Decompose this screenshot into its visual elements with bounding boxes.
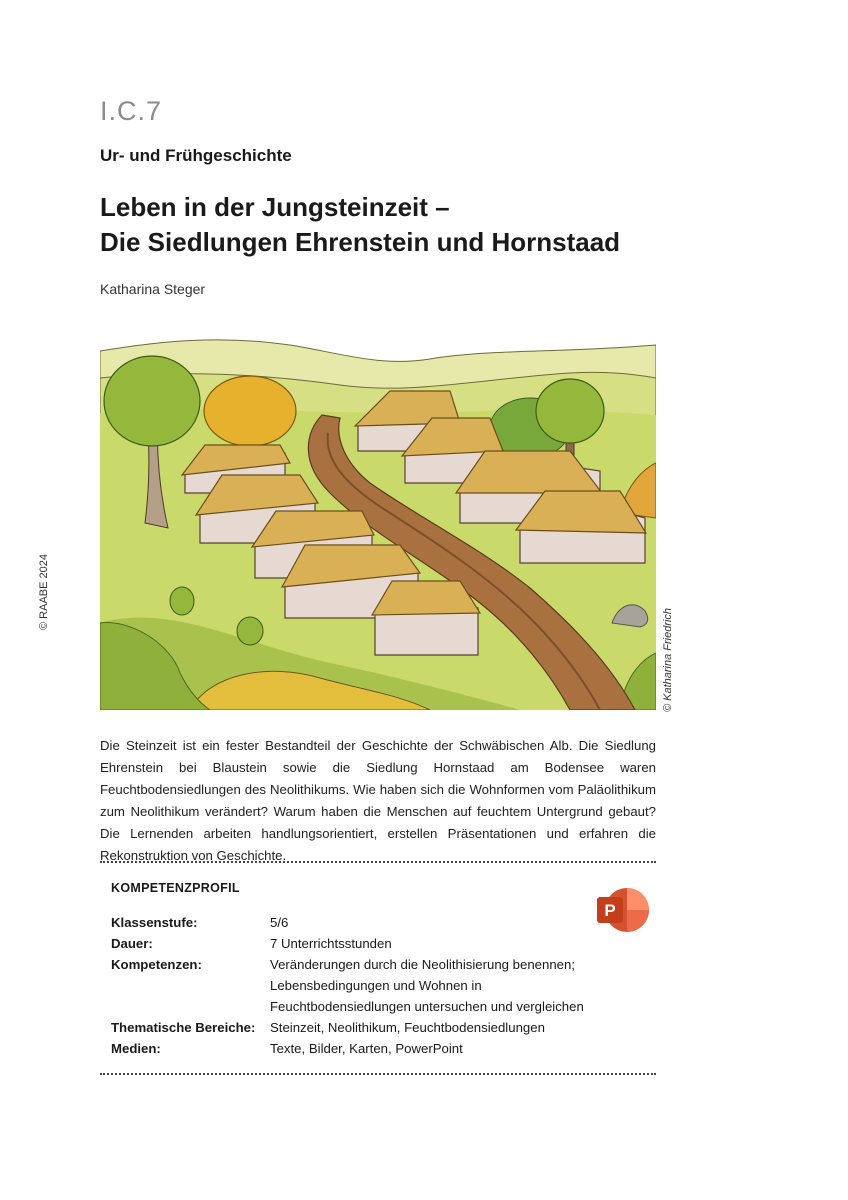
unit-code: I.C.7 bbox=[100, 96, 163, 126]
media-value: Texte, Bilder, Karten, PowerPoint bbox=[270, 1041, 463, 1056]
competencies-value: Veränderungen durch die Neolithisierung benennen; Lebensbedingungen und Wohnen in Feuchtbodensiedlungen untersuchen und vergleichen bbox=[270, 957, 584, 1014]
powerpoint-icon-letter: P bbox=[604, 901, 616, 920]
small-bush-1 bbox=[170, 587, 194, 615]
topics-value: Steinzeit, Neolithikum, Feuchtbodensiedlungen bbox=[270, 1020, 545, 1035]
house-9 bbox=[372, 581, 480, 655]
topics-label: Thematische Bereiche: bbox=[111, 1020, 256, 1035]
illustrator-copyright: © Katharina Friedrich bbox=[662, 607, 674, 713]
author: Katharina Steger bbox=[100, 281, 206, 297]
grade-value: 5/6 bbox=[270, 915, 289, 930]
profile-top-divider bbox=[100, 861, 656, 863]
publisher-copyright: © RAABE 2024 bbox=[38, 554, 50, 630]
small-bush-2 bbox=[237, 617, 263, 645]
competencies-label: Kompetenzen: bbox=[111, 957, 202, 972]
village-illustration bbox=[100, 323, 656, 710]
title-line-1: Leben in der Jungsteinzeit – bbox=[100, 192, 450, 222]
grade-label: Klassenstufe: bbox=[111, 915, 198, 930]
subject-heading: Ur- und Frühgeschichte bbox=[100, 146, 292, 165]
profile-bottom-divider bbox=[100, 1073, 656, 1075]
profile-heading: KOMPETENZPROFIL bbox=[111, 881, 240, 895]
media-label: Medien: bbox=[111, 1041, 161, 1056]
page-title bbox=[100, 190, 620, 260]
title-line-2: Die Siedlungen Ehrenstein und Hornstaad bbox=[100, 227, 621, 257]
intro-paragraph: Die Steinzeit ist ein fester Bestandteil der Geschichte der Schwäbischen Alb. Die Siedlung Ehrenstein bei Blaustein sowie die Siedlung Hornstaad am Bodensee waren Feuchtbodensiedlungen des Neolithikums. Wie haben sich die Wohnformen vom Paläolithikum zum Neolithikum verändert? Warum haben die Menschen auf feuchtem Untergrund gebaut? Die Lernenden arbeiten handlungsorientiert, erstellen Präsentationen und erfahren die Rekonstruktion von Geschichte. bbox=[100, 738, 656, 863]
duration-value: 7 Unterrichtsstunden bbox=[270, 936, 392, 951]
duration-label: Dauer: bbox=[111, 936, 153, 951]
